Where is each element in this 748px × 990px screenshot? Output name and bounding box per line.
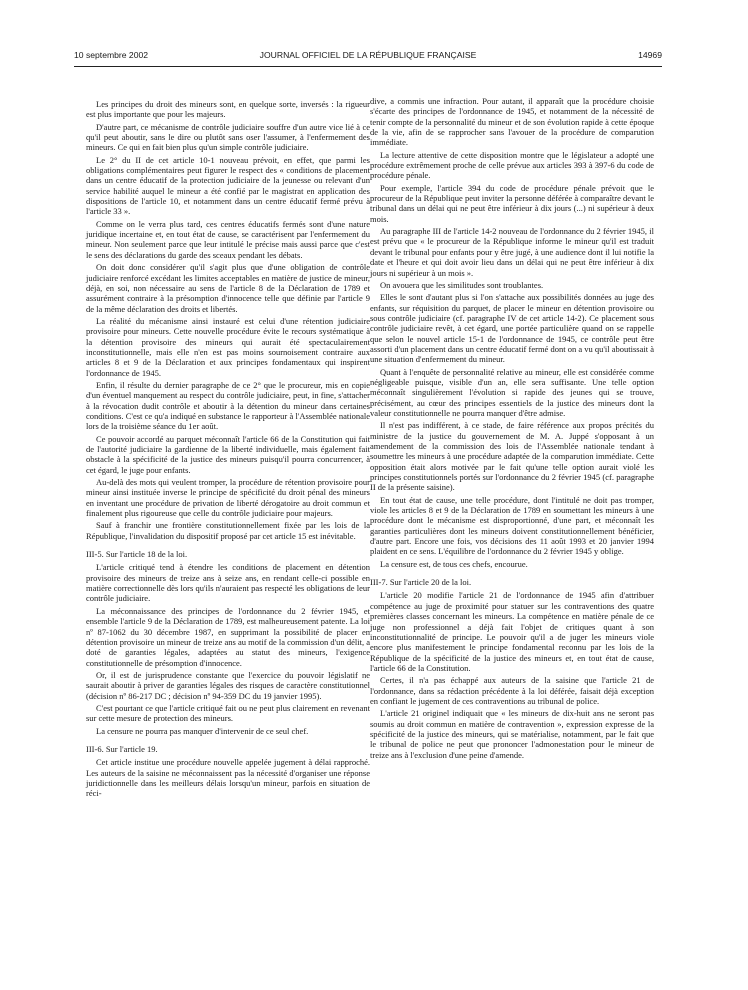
paragraph: D'autre part, ce mécanisme de contrôle judiciaire souffre d'un autre vice lié à ce qu'il peut aboutir, sans le dire ou plutôt sans oser l'assumer, à l'enfermement des mineurs. Ce qui en fait bien plus qu'un simple contrôle judiciaire. (86, 121, 370, 153)
paragraph: Le 2° du II de cet article 10-1 nouveau prévoit, en effet, que parmi les obligations complémentaires peut figurer le respect des « conditions de placement dans un centre éducatif de la protection judiciaire de la jeunesse ou relevant d'un service habilité auquel le mineur a été confié par le magistrat en application des dispositions de l'article 10, et notamment dans un centre éducatif fermé prévu à l'article 33 ». (86, 154, 370, 217)
paragraph: Quant à l'enquête de personnalité relative au mineur, elle est considérée comme négligeable puisque, visible d'un an, elle sera suffisante. Une telle option méconnaît singulièrement l'évolution si rapide des jeunes qui se trouve, précisément, au cœur des principes essentiels de la justice des mineurs dont la valeur constitutionnelle ne pourra manquer d'être admise. (370, 366, 654, 418)
paragraph: Au-delà des mots qui veulent tromper, la procédure de rétention provisoire pour mineur ainsi instituée inverse le principe de spécificité du droit pénal des mineurs en inventant une procédure de privation de liberté dérogatoire au droit commun et finalement plus rigoureuse que celle du contrôle judiciaire pour majeurs. (86, 477, 370, 519)
paragraph: En tout état de cause, une telle procédure, dont l'intitulé ne doit pas tromper, viole les articles 8 et 9 de la Déclaration de 1789 en soumettant les mineurs à une procédure dont le mécanisme est disproportionné, d'une part, et méconnaît les garanties particulières dont les mineurs doivent constitutionnellement bénéficier, d'autre part. Encore une fois, vos décisions des 11 août 1993 et 20 janvier 1994 plaident en ce sens. L'équilibre de l'ordonnance du 2 février 1945 y oblige. (370, 494, 654, 557)
section-heading: III-6. Sur l'article 19. (86, 743, 158, 754)
paragraph: Au paragraphe III de l'article 14-2 nouveau de l'ordonnance du 2 février 1945, il est prévu que « le procureur de la République informe le mineur qu'il est traduit devant le tribunal pour enfants pour y être jugé, à une audience dont il lui notifie la date et l'heure et qui doit avoir lieu dans un délai qui ne peut être inférieur à dix jours ni supérieur à un mois ». (370, 226, 654, 278)
paragraph: Certes, il n'a pas échappé aux auteurs de la saisine que l'article 21 de l'ordonnance, dans sa rédaction précédente à la loi déférée, faisait déjà exception en confiant le jugement de ces contraventions au tribunal de police. (370, 675, 654, 706)
paragraph: On doit donc considérer qu'il s'agit plus que d'une obligation de contrôle judiciaire renforcé excédant les limites acceptables en matière de justice de mineur, déjà, en soi, non nécessaire au sens de l'article 8 de la Déclaration de 1789 et assurément contraire à la présomption d'innocence telle que définie par l'article 9 de la même déclaration des droits et libertés. (86, 262, 370, 314)
paragraph: L'article 21 originel indiquait que « les mineurs de dix-huit ans ne seront pas soumis au droit commun en matière de contravention », expression expresse de la spécificité de la justice des mineurs, qui se matérialise, notamment, par le fait que le tribunal de police ne peut que prononcer l'admonestation pour le mineur de treize ans à l'exclusion d'une peine d'amende. (370, 708, 654, 760)
paragraph: La méconnaissance des principes de l'ordonnance du 2 février 1945, et ensemble l'article 9 de la Déclaration de 1789, est malheureusement patente. La loi nº 87-1062 du 30 décembre 1987, en supprimant la possibilité de placer en détention provisoire un mineur de treize ans au motif de la commission d'un délit, a doté de garanties légales, adaptées au statut des mineurs, l'exigence constitutionnelle de présomption d'innocence. (86, 605, 370, 668)
paragraph: Cet article institue une procédure nouvelle appelée jugement à délai rapproché. Les auteurs de la saisine ne méconnaissent pas la nécessité d'organiser une réponse juridictionnelle dans les meilleurs délais lorsqu'un mineur, parfois en situation de réci- (86, 757, 370, 799)
paragraph: Enfin, il résulte du dernier paragraphe de ce 2° que le procureur, mis en copie d'un éventuel manquement au respect du contrôle judiciaire, peut, in fine, s'attacher à la révocation dudit contrôle et aboutir à la détention du mineur dans certaines conditions. C'est ce qu'a indiqué en substance le rapporteur à l'Assemblée nationale lors de la troisième séance du 1er août. (86, 379, 370, 432)
paragraph: L'article 20 modifie l'article 21 de l'ordonnance de 1945 afin d'attribuer compétence au juge de proximité pour statuer sur les contraventions des quatre premières classes concernant les mineurs. La compétence en matière pénale de ce juge non professionnel a déjà fait l'objet de critiques quant à son inconstitutionnalité de principe. Le pouvoir qu'il a de juger les mineurs viole encore plus manifestement le principe fondamental reconnu par les lois de la République de la spécificité de la justice des mineurs et, en tout état de cause, l'article 66 de la Constitution. (370, 590, 654, 673)
page-header (74, 50, 662, 64)
paragraph: Pour exemple, l'article 394 du code de procédure pénale prévoit que le procureur de la République peut inviter la personne déférée à comparaître devant le tribunal dans un délai qui ne peut être inférieur à dix jours (...) ni supérieur à deux mois. (370, 182, 654, 224)
paragraph: Elles le sont d'autant plus si l'on s'attache aux possibilités données au juge des enfants, sur réquisition du parquet, de placer le mineur en détention provisoire ou sous contrôle judiciaire (cf. paragraphe IV de cet article 14-2). Ce placement sous contrôle judiciaire revêt, à cet égard, une portée particulière quand on se rappelle que selon le nouvel article 15-1 de l'ordonnance de 1945, ce contrôle peut être assorti d'un placement dans un centre éducatif fermé dont on a vu qu'il aboutissait à une situation d'enfermement du mineur. (370, 292, 654, 365)
paragraph: Sauf à franchir une frontière constitutionnellement fixée par les lois de la République, l'invalidation du dispositif proposé par cet article 15 est inévitable. (86, 520, 370, 541)
paragraph: La réalité du mécanisme ainsi instauré est celui d'une rétention judiciaire provisoire pour mineurs. Cette nouvelle procédure évite le recours systématique à la détention provisoire des mineurs qui aurait été spectaculairement inconstitutionnelle, mais elle n'en est pas moins sournoisement contraire aux articles 8 et 9 de la Déclaration et aux principes fondamentaux qui inspirent l'ordonnance de 1945. (86, 315, 370, 378)
paragraph: Ce pouvoir accordé au parquet méconnaît l'article 66 de la Constitution qui fait de l'autorité judiciaire la gardienne de la liberté individuelle, mais également fait obstacle à la spécificité de la justice des mineurs puisqu'il pourra concurrencer, à cet égard, le juge pour enfants. (86, 433, 370, 475)
left-column (86, 99, 370, 801)
paragraph: La censure ne pourra pas manquer d'intervenir de ce seul chef. (96, 725, 309, 736)
section-heading: III-7. Sur l'article 20 de la loi. (370, 577, 472, 588)
paragraph: Il n'est pas indifférent, à ce stade, de faire référence aux propos précités du ministre de la justice du gouvernement de M. A. Juppé s'opposant à un amendement de la commission des lois de l'Assemblée nationale tendant à soumettre les mineurs à une procédure adaptée de la comparution immédiate. Cette opposition était alors motivée par le fait qu'une telle option aurait violé les principes constitutionnels portés sur l'ordonnance du 2 février 1945 (cf. paragraphe II de la présente saisine). (370, 420, 654, 493)
paragraph: La censure est, de tous ces chefs, encourue. (380, 558, 528, 569)
paragraph: La lecture attentive de cette disposition montre que le législateur a adopté une procédure extrêmement proche de celle prévue aux articles 393 à 397-6 du code de procédure pénale. (370, 149, 654, 181)
header-rule (74, 66, 662, 67)
paragraph: L'article critiqué tend à étendre les conditions de placement en détention provisoire des mineurs de treize ans à seize ans, en rendant celle-ci possible en matière correctionnelle dès lors qu'ils n'auraient pas respecté les obligations de leur contrôle judiciaire. (86, 562, 370, 604)
journal-title: JOURNAL OFFICIEL DE LA RÉPUBLIQUE FRANÇAISE (259, 50, 477, 60)
paragraph: Comme on le verra plus tard, ces centres éducatifs fermés sont d'une nature juridique incertaine et, en tout état de cause, se caractérisent par l'enfermement du mineur. Non seulement parce que leur intitulé le précise mais aussi parce que c'est le sens des déclarations du garde des sceaux pendant les débats. (86, 218, 370, 260)
header-date: 10 septembre 2002 (74, 50, 149, 60)
paragraph: Or, il est de jurisprudence constante que l'exercice du pouvoir législatif ne saurait aboutir à priver de garanties légales des risques de caractère constitutionnel (décision nº 86-217 DC ; décision nº 94-359 DC du 19 janvier 1995). (86, 669, 370, 701)
paragraph: On avouera que les similitudes sont troublantes. (380, 279, 544, 290)
paragraph: C'est pourtant ce que l'article critiqué fait ou ne peut plus clairement en revenant sur cette mesure de protection des mineurs. (86, 702, 370, 724)
paragraph: Les principes du droit des mineurs sont, en quelque sorte, inversés : la rigueur est plus importante que pour les majeurs. (86, 99, 370, 120)
paragraph: dive, a commis une infraction. Pour autant, il apparaît que la procédure choisie s'écarte des principes de l'ordonnance de 1945, et notamment de la nécessité de tenir compte de la personnalité du mineur et de son évolution rapide à cette époque de la vie, afin de se rapprocher sans l'avouer de la procédure de comparution immédiate. (370, 96, 654, 148)
section-heading: III-5. Sur l'article 18 de la loi. (86, 549, 188, 560)
right-column (370, 96, 654, 762)
page-number: 14969 (638, 50, 662, 60)
